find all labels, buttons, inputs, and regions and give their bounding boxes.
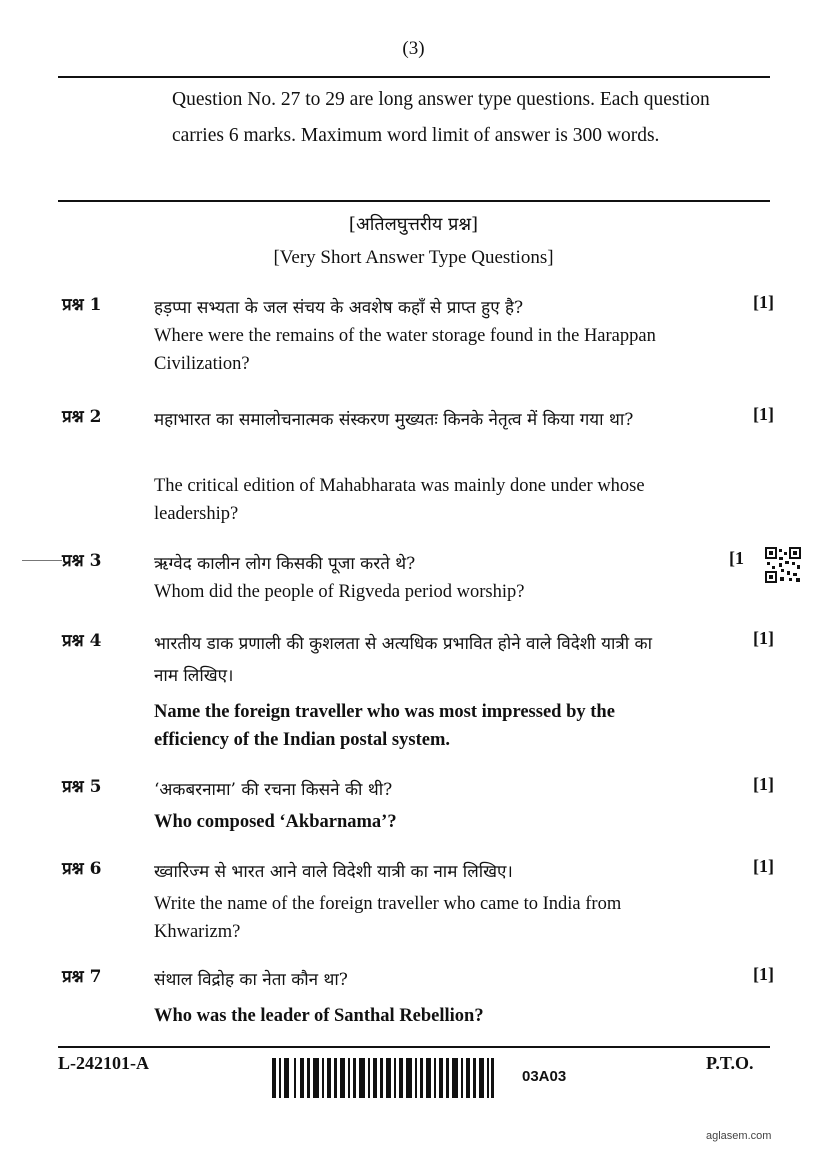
question-english: Where were the remains of the water storage found in the Harappan Civilization? <box>154 326 656 374</box>
question-label: प्रश्न 1 <box>62 295 102 315</box>
question-english: Whom did the people of Rigveda period worship? <box>154 582 525 602</box>
question-marks: [1] <box>753 628 774 648</box>
question-label: प्रश्न 3 <box>62 551 102 571</box>
top-rule <box>58 76 770 78</box>
question-hindi: महाभारत का समालोचनात्मक संस्करण मुख्यतः किनके नेतृत्व में किया गया था? <box>154 410 634 430</box>
barcode-label: 03A03 <box>522 1068 567 1085</box>
question-marks: [1] <box>753 856 774 876</box>
question-label: प्रश्न 2 <box>62 407 102 427</box>
question-label: प्रश्न 6 <box>62 859 102 879</box>
question-english: Write the name of the foreign traveller who came to India from Khwarizm? <box>154 894 622 942</box>
question-label: प्रश्न 4 <box>62 631 102 651</box>
question-english: The critical edition of Mahabharata was mainly done under whose leadership? <box>154 476 645 524</box>
please-turn-over: P.T.O. <box>706 1053 754 1073</box>
section-title-english: [Very Short Answer Type Questions] <box>273 247 554 268</box>
stray-mark <box>22 560 62 561</box>
question-hindi: ऋग्वेद कालीन लोग किसकी पूजा करते थे? <box>154 554 416 574</box>
footer-rule <box>58 1046 770 1048</box>
question-english: Who was the leader of Santhal Rebellion? <box>154 1006 484 1026</box>
question-hindi: भारतीय डाक प्रणाली की कुशलता से अत्यधिक प्रभावित होने वाले विदेशी यात्री का नाम लिखिए। <box>154 634 653 686</box>
question-english: Name the foreign traveller who was most impressed by the efficiency of the Indian postal system. <box>154 702 615 750</box>
question-english: Who composed ‘Akbarnama’? <box>154 812 397 832</box>
question-hindi: हड़प्पा सभ्यता के जल संचय के अवशेष कहाँ से प्राप्त हुए है? <box>154 298 524 318</box>
question-marks: [1] <box>753 774 774 794</box>
question-marks: [1] <box>753 404 774 424</box>
question-label: प्रश्न 7 <box>62 967 102 987</box>
section-title-hindi: [अतिलघुत्तरीय प्रश्न] <box>348 214 479 235</box>
question-hindi: संथाल विद्रोह का नेता कौन था? <box>154 970 348 990</box>
instructions-text: Question No. 27 to 29 are long answer type questions. Each question carries 6 marks. Maximum word limit of answer is 300 words. <box>172 89 710 146</box>
qr-code-icon <box>765 547 801 583</box>
question-label: प्रश्न 5 <box>62 777 102 797</box>
question-marks: [1] <box>753 964 774 984</box>
page-number: (3) <box>402 38 425 59</box>
section-rule <box>58 200 770 202</box>
barcode-icon <box>272 1058 494 1098</box>
paper-code: L-242101-A <box>58 1053 149 1073</box>
question-marks: [1 <box>729 548 744 568</box>
question-hindi: ‘अकबरनामा’ की रचना किसने की थी? <box>154 780 393 800</box>
watermark: aglasem.com <box>706 1130 772 1142</box>
question-marks: [1] <box>753 292 774 312</box>
question-hindi: ख्वारिज्म से भारत आने वाले विदेशी यात्री का नाम लिखिए। <box>154 862 513 882</box>
